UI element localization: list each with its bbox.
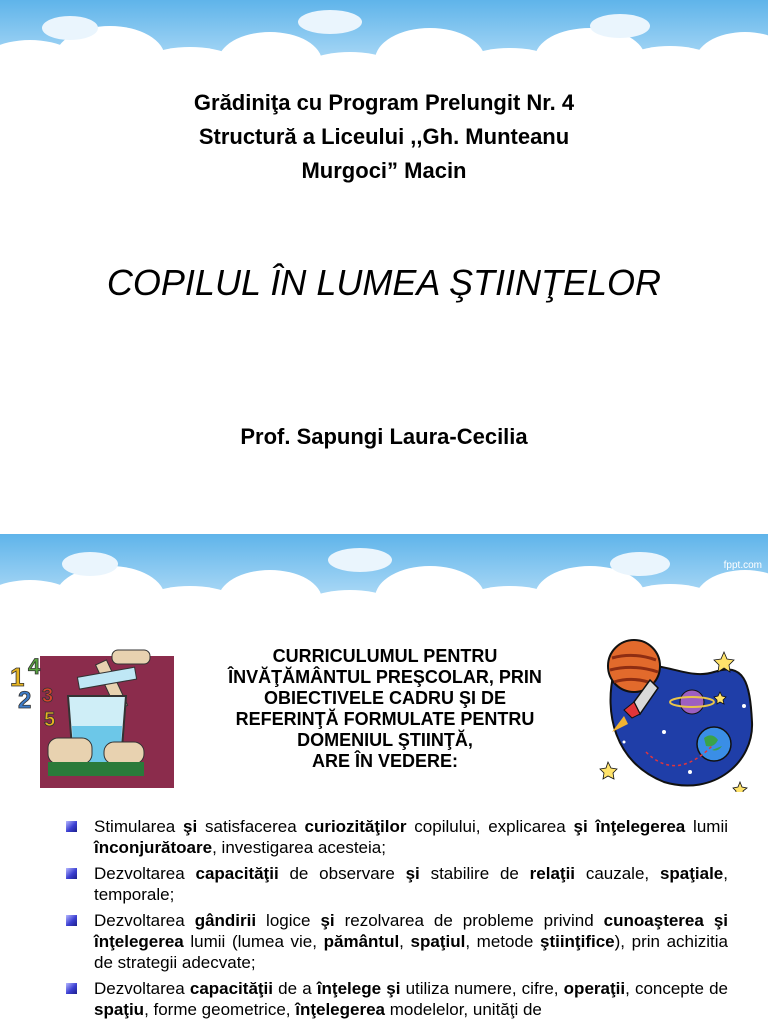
presentation-title: COPILUL ÎN LUMEA ŞTIINŢELOR	[106, 262, 662, 303]
bullet-text: , forme geometrice,	[144, 1000, 296, 1019]
bullet-text-bold: cunoaşterea	[603, 911, 704, 930]
bullet-square-icon	[66, 821, 77, 832]
svg-text:2: 2	[18, 687, 32, 714]
bullet-text-bold: pământul	[323, 932, 400, 951]
bullet-square-icon	[66, 983, 77, 994]
heading-line: ÎNVĂŢĂMÂNTUL PREŞCOLAR, PRIN	[228, 667, 542, 687]
heading-line: DOMENIUL ŞTIINŢĂ,	[297, 730, 473, 750]
bullet-text	[704, 911, 714, 930]
author-name: Prof. Sapungi Laura-Cecilia	[240, 424, 528, 449]
heading-line: REFERINŢĂ FORMULATE PENTRU	[235, 709, 535, 729]
bullet-text: de a	[273, 979, 317, 998]
bullet-text-bold: curiozităţilor	[304, 817, 407, 836]
bullet-item	[66, 863, 728, 905]
bullet-text-bold: spaţiale	[659, 864, 724, 883]
bullet-square-icon	[66, 868, 77, 879]
bullet-text-bold: operaţii	[563, 979, 626, 998]
bullet-text: ,	[399, 932, 411, 951]
bullet-text: , investigarea acesteia;	[212, 838, 386, 857]
bullet-text-bold: gândirii	[194, 911, 257, 930]
svg-text:1: 1	[10, 662, 25, 692]
heading-line: OBIECTIVELE CADRU ŞI DE	[263, 688, 507, 708]
bullet-text: logice	[256, 911, 321, 930]
svg-text:4: 4	[28, 654, 41, 679]
school-name-line-1: Grădiniţa cu Program Prelungit Nr. 4	[193, 90, 575, 115]
bullet-text: lumii (lumea vie,	[183, 932, 324, 951]
bullet-text: ), prin achizitia de strategii adecvate;	[94, 932, 728, 972]
bullet-text-bold: şi	[183, 817, 198, 836]
bullet-text-bold: şi	[386, 979, 401, 998]
bullet-item	[66, 978, 728, 1020]
bullet-item	[66, 910, 728, 973]
bullet-text-bold: înţelegerea	[295, 1000, 385, 1019]
bullet-text-bold: înţelegerea	[595, 817, 686, 836]
bullet-text-bold: relaţii	[529, 864, 576, 883]
bullet-text-bold: înconjurătoare	[94, 838, 213, 857]
math-beaker-clipart-icon	[8, 646, 174, 788]
school-name-line-3: Murgoci” Macin	[301, 158, 467, 183]
watermark: fppt.com	[723, 560, 762, 571]
bullet-text: de observare	[278, 864, 406, 883]
heading-line: ARE ÎN VEDERE:	[311, 751, 459, 771]
bullet-text: , metode	[465, 932, 540, 951]
bullet-text-bold: şi	[405, 864, 420, 883]
bullet-text-bold: înţelege	[316, 979, 382, 998]
bullet-text-bold: înţelegerea	[94, 932, 184, 951]
bullet-text: Dezvoltarea	[94, 979, 190, 998]
space-rocket-planets-clipart-icon	[594, 632, 758, 792]
bullet-text	[588, 817, 596, 836]
bullet-text: satisfacerea	[197, 817, 305, 836]
bullet-text-bold: capacităţii	[195, 864, 279, 883]
bullet-text-bold: ştiinţifice	[539, 932, 615, 951]
bullet-text-bold: spaţiu	[94, 1000, 145, 1019]
bullet-text: lumii	[685, 817, 729, 836]
slide-2	[0, 534, 768, 1024]
bullet-text: modelelor, unităţi de	[385, 1000, 542, 1019]
svg-text:5: 5	[44, 709, 56, 731]
bullet-text-bold: spaţiul	[410, 932, 466, 951]
bullet-text: Dezvoltarea	[94, 864, 196, 883]
bullet-text: Dezvoltarea	[94, 911, 195, 930]
bullet-list	[66, 816, 728, 1024]
heading-line: CURRICULUMUL PENTRU	[272, 646, 498, 666]
svg-text:3: 3	[42, 685, 54, 707]
section-heading	[180, 646, 590, 772]
bullet-text: stabilire de	[419, 864, 530, 883]
bullet-text: , concepte de	[625, 979, 728, 998]
bullet-text-bold: şi	[713, 911, 728, 930]
bullet-text: copilului, explicarea	[406, 817, 574, 836]
bullet-text: utiliza numere, cifre,	[400, 979, 564, 998]
bullet-text: Stimularea	[94, 817, 184, 836]
bullet-text: cauzale,	[575, 864, 660, 883]
bullet-text-bold: şi	[320, 911, 335, 930]
school-name-line-2: Structură a Liceului ,,Gh. Munteanu	[198, 124, 570, 149]
bullet-item	[66, 816, 728, 858]
bullet-text: , temporale;	[94, 864, 728, 904]
bullet-text-bold: capacităţii	[189, 979, 274, 998]
bullet-square-icon	[66, 915, 77, 926]
bullet-text: rezolvarea de probleme privind	[334, 911, 604, 930]
bullet-text-bold: şi	[573, 817, 588, 836]
